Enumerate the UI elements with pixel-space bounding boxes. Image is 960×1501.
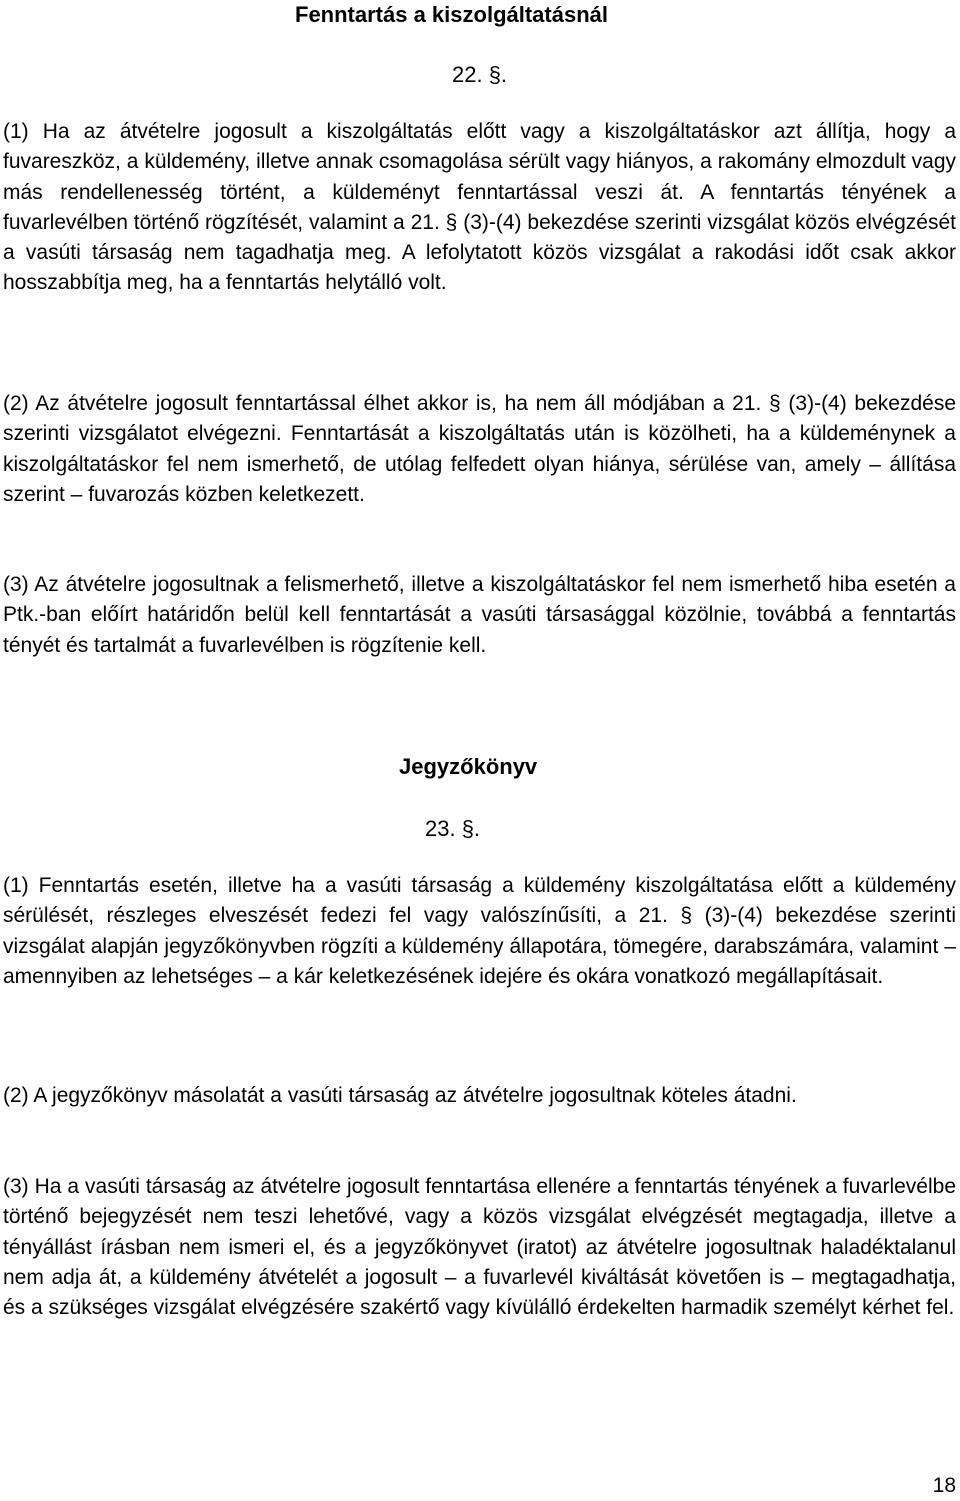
section-title-protocol: Jegyzőkönyv [399, 754, 538, 779]
section-number-23: 23. §. [425, 816, 481, 841]
paragraph-22-3: (3) Az átvételre jogosultnak a felismerhető, illetve a kiszolgáltatáskor fel nem ismerhető hiba esetén a Ptk.-ban előírt határidőn belül kell fenntartását a vasúti társasággal közölnie, továbbá a fenntartás tényét és tartalmát a fuvarlevélben is rögzítenie kell. [3, 573, 956, 657]
section-number-22: 22. §. [452, 62, 508, 87]
paragraph-23-1: (1) Fenntartás esetén, illetve ha a vasúti társaság a küldemény kiszolgáltatása előtt a küldemény sérülését, részleges elveszését fedezi fel vagy valószínűsíti, a 21. § (3)-(4) bekezdése szerinti vizsgálat alapján jegyzőkönyvben rögzíti a küldemény állapotára, tömegére, darabszámára, valamint – amennyiben az lehetséges – a kár keletkezésének idejére és okára vonatkozó megállapításait. [3, 874, 956, 988]
paragraph-22-1: (1) Ha az átvételre jogosult a kiszolgáltatás előtt vagy a kiszolgáltatáskor azt állítja, hogy a fuvareszköz, a küldemény, illetve annak csomagolása sérült vagy hiányos, a rakomány elmozdult vagy más rendellenesség történt, a küldeményt fenntartással veszi át. A fenntartás tényének a fuvarlevélben történő rögzítését, valamint a 21. § (3)-(4) bekezdése szerinti vizsgálat közös elvégzését a vasúti társaság nem tagadhatja meg. A lefolytatott közös vizsgálat a rakodási időt csak akkor hosszabbítja meg, ha a fenntartás helytálló volt. [3, 120, 956, 295]
section-title-maintenance: Fenntartás a kiszolgáltatásnál [295, 2, 608, 27]
page-number: 18 [932, 1474, 956, 1497]
paragraph-23-2: (2) A jegyzőkönyv másolatát a vasúti társaság az átvételre jogosultnak köteles átadni. [3, 1084, 797, 1107]
paragraph-23-3: (3) Ha a vasúti társaság az átvételre jogosult fenntartása ellenére a fenntartás tényének a fuvarlevélbe történő bejegyzését nem teszi lehetővé, vagy a közös vizsgálat elvégzését megtagadja, illetve a tényállást írásban nem ismeri el, és a jegyzőkönyvet (iratot) az átvételre jogosultnak haladéktalanul nem adja át, a küldemény átvételét a jogosult – a fuvarlevél kiváltását követően is – megtagadhatja, és a szükséges vizsgálat elvégzésére szakértő vagy kívülálló érdekelten harmadik személyt kérhet fel. [3, 1175, 956, 1320]
paragraph-22-2: (2) Az átvételre jogosult fenntartással élhet akkor is, ha nem áll módjában a 21. § (3)-(4) bekezdése szerinti vizsgálatot elvégezni. Fenntartását a kiszolgáltatás után is közölheti, ha a küldeménynek a kiszolgáltatáskor fel nem ismerhető, de utólag felfedett olyan hiánya, sérülése van, amely – állítása szerint – fuvarozás közben keletkezett. [3, 392, 956, 506]
